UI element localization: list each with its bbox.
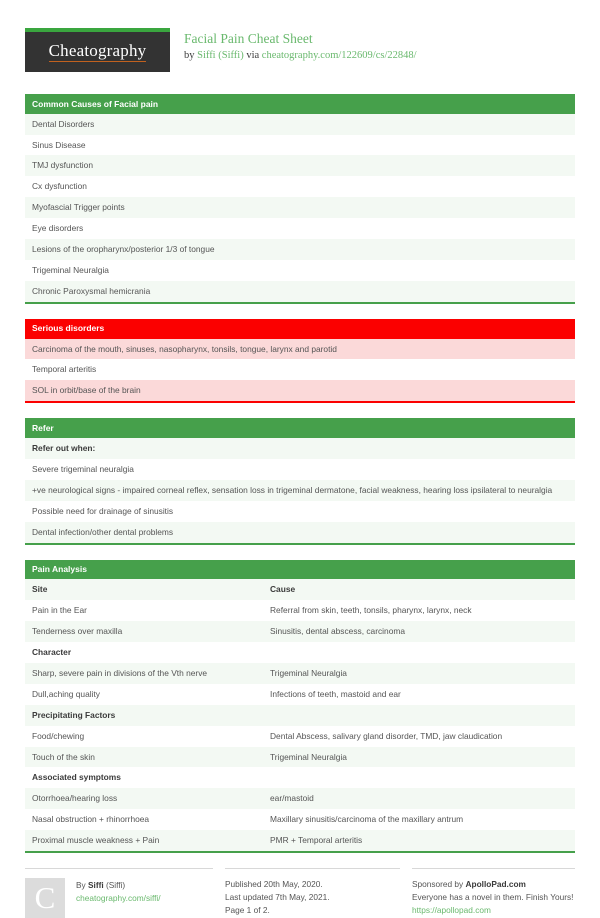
author-name: Siffi	[88, 880, 104, 891]
row-cell-primary: Pain in the Ear	[32, 605, 87, 616]
row-cell-primary: SOL in orbit/base of the brain	[32, 385, 141, 396]
byline	[184, 49, 417, 63]
row-cell-primary: Trigeminal Neuralgia	[32, 265, 109, 276]
table-row	[25, 339, 575, 360]
sponsor-prefix: Sponsored by	[412, 879, 466, 890]
block-header: Common Causes of Facial pain	[25, 94, 575, 114]
table-row	[25, 135, 575, 156]
row-cell-secondary: Maxillary sinusitis/carcinoma of the maxillary antrum	[270, 814, 464, 825]
table-row	[25, 663, 575, 684]
row-cell-primary: Temporal arteritis	[32, 364, 97, 375]
table-row	[25, 705, 575, 726]
row-cell-secondary: Trigeminal Neuralgia	[270, 667, 347, 678]
published-date: Published 20th May, 2020.	[225, 879, 323, 890]
block-rows	[25, 438, 575, 545]
row-cell-primary: Otorrhoea/hearing loss	[32, 793, 118, 804]
row-cell-primary: Lesions of the oropharynx/posterior 1/3 of tongue	[32, 244, 215, 255]
block-rows	[25, 579, 575, 853]
row-cell-secondary	[270, 647, 568, 658]
page-number: Page 1 of 2.	[225, 904, 270, 915]
table-row	[25, 218, 575, 239]
table-row	[25, 809, 575, 830]
row-cell-primary: Sharp, severe pain in divisions of the Vth nerve	[32, 667, 208, 678]
row-cell-secondary: PMR + Temporal arteritis	[270, 835, 363, 846]
updated-date: Last updated 7th May, 2021.	[225, 892, 330, 903]
row-cell-secondary: Infections of teeth, mastoid and ear	[270, 688, 401, 699]
row-cell-primary: Sinus Disease	[32, 139, 86, 150]
author-line	[76, 879, 161, 892]
row-cell-primary: TMJ dysfunction	[32, 160, 93, 171]
row-cell-secondary	[270, 710, 568, 721]
table-row	[25, 281, 575, 302]
row-cell-primary: Chronic Paroxysmal hemicrania	[32, 286, 151, 296]
table-row	[25, 767, 575, 788]
sponsor-tagline: Everyone has a novel in them. Finish Yours!	[412, 892, 574, 903]
table-row	[25, 260, 575, 281]
author-profile-link[interactable]: cheatography.com/siffi/	[76, 893, 161, 904]
author-prefix: By	[76, 880, 88, 891]
sponsor-name[interactable]: ApolloPad.com	[465, 879, 526, 890]
table-row	[25, 642, 575, 663]
row-cell-primary: Dull,aching quality	[32, 688, 100, 699]
author-link[interactable]: Siffi (Siffi)	[197, 50, 244, 62]
avatar: C	[25, 878, 65, 918]
author-meta	[76, 878, 161, 918]
logo-text: Cheatography	[48, 41, 147, 60]
table-row	[25, 600, 575, 621]
row-cell-primary: Touch of the skin	[32, 751, 95, 762]
content-blocks	[25, 94, 575, 853]
row-cell-primary: Myofascial Trigger points	[32, 202, 125, 213]
block-rows	[25, 114, 575, 304]
author-handle: (Siffi)	[103, 880, 126, 891]
table-row	[25, 459, 575, 480]
byline-via-label: via	[243, 50, 262, 62]
row-cell-secondary: Dental Abscess, salivary gland disorder, TMD, jaw claudication	[270, 730, 503, 741]
content-block	[25, 319, 575, 403]
footer-author-column	[25, 868, 213, 918]
table-row	[25, 176, 575, 197]
table-row	[25, 726, 575, 747]
row-cell-primary: Cx dysfunction	[32, 181, 87, 192]
row-cell-primary: Associated symptoms	[32, 772, 121, 783]
table-row	[25, 522, 575, 543]
footer-sponsor-column	[412, 868, 575, 918]
table-row	[25, 579, 575, 600]
row-cell-primary: Dental infection/other dental problems	[32, 526, 174, 537]
table-row	[25, 501, 575, 522]
table-row	[25, 788, 575, 809]
title-block	[170, 28, 417, 63]
byline-by-label: by	[184, 50, 198, 62]
sheet-footer	[25, 868, 575, 918]
row-cell-secondary: Trigeminal Neuralgia	[270, 751, 347, 762]
row-cell-primary: Character	[32, 646, 72, 657]
sheet-header	[25, 28, 575, 80]
row-cell-primary: Proximal muscle weakness + Pain	[32, 835, 160, 846]
table-row	[25, 747, 575, 768]
content-block	[25, 560, 575, 854]
table-row	[25, 480, 575, 501]
row-cell-primary: Precipitating Factors	[32, 709, 116, 720]
row-cell-primary: Food/chewing	[32, 730, 85, 741]
cheatography-logo[interactable]	[25, 28, 170, 72]
table-row	[25, 830, 575, 851]
row-cell-primary: Eye disorders	[32, 223, 84, 234]
content-block	[25, 94, 575, 304]
content-block	[25, 418, 575, 544]
row-cell-primary: Nasal obstruction + rhinorrhoea	[32, 814, 150, 825]
block-header: Serious disorders	[25, 319, 575, 339]
row-cell-secondary: ear/mastoid	[270, 793, 314, 804]
sponsor-url-link[interactable]: https://apollopad.com	[412, 904, 491, 915]
table-row	[25, 438, 575, 459]
table-row	[25, 359, 575, 380]
row-cell-primary: Dental Disorders	[32, 118, 95, 129]
row-cell-primary: Tenderness over maxilla	[32, 626, 123, 637]
row-cell-primary: Site	[32, 584, 48, 595]
block-header: Pain Analysis	[25, 560, 575, 580]
source-url-link[interactable]: cheatography.com/122609/cs/22848/	[261, 50, 417, 62]
row-cell-primary: Severe trigeminal neuralgia	[32, 463, 134, 474]
table-row	[25, 621, 575, 642]
block-header: Refer	[25, 418, 575, 438]
table-row	[25, 155, 575, 176]
row-cell-secondary: Cause	[270, 584, 296, 595]
row-cell-primary: Carcinoma of the mouth, sinuses, nasopharynx, tonsils, tongue, larynx and parotid	[32, 343, 337, 354]
table-row	[25, 239, 575, 260]
row-cell-secondary: Sinusitis, dental abscess, carcinoma	[270, 626, 405, 637]
block-rows	[25, 339, 575, 404]
table-row	[25, 114, 575, 135]
row-cell-primary: +ve neurological signs - impaired corneal reflex, sensation loss in trigeminal dermatone, facial weakness, hearing loss ipsilateral to neuralgia	[32, 484, 553, 495]
row-cell-secondary: Referral from skin, teeth, tonsils, pharynx, larynx, neck	[270, 605, 472, 616]
sponsor-line	[412, 878, 575, 891]
table-row	[25, 380, 575, 401]
table-row	[25, 684, 575, 705]
table-row	[25, 197, 575, 218]
row-cell-primary: Refer out when:	[32, 442, 96, 453]
page-title: Facial Pain Cheat Sheet	[184, 31, 313, 46]
row-cell-primary: Possible need for drainage of sinusitis	[32, 505, 174, 516]
footer-dates-column	[225, 868, 400, 918]
row-cell-secondary	[270, 772, 568, 783]
